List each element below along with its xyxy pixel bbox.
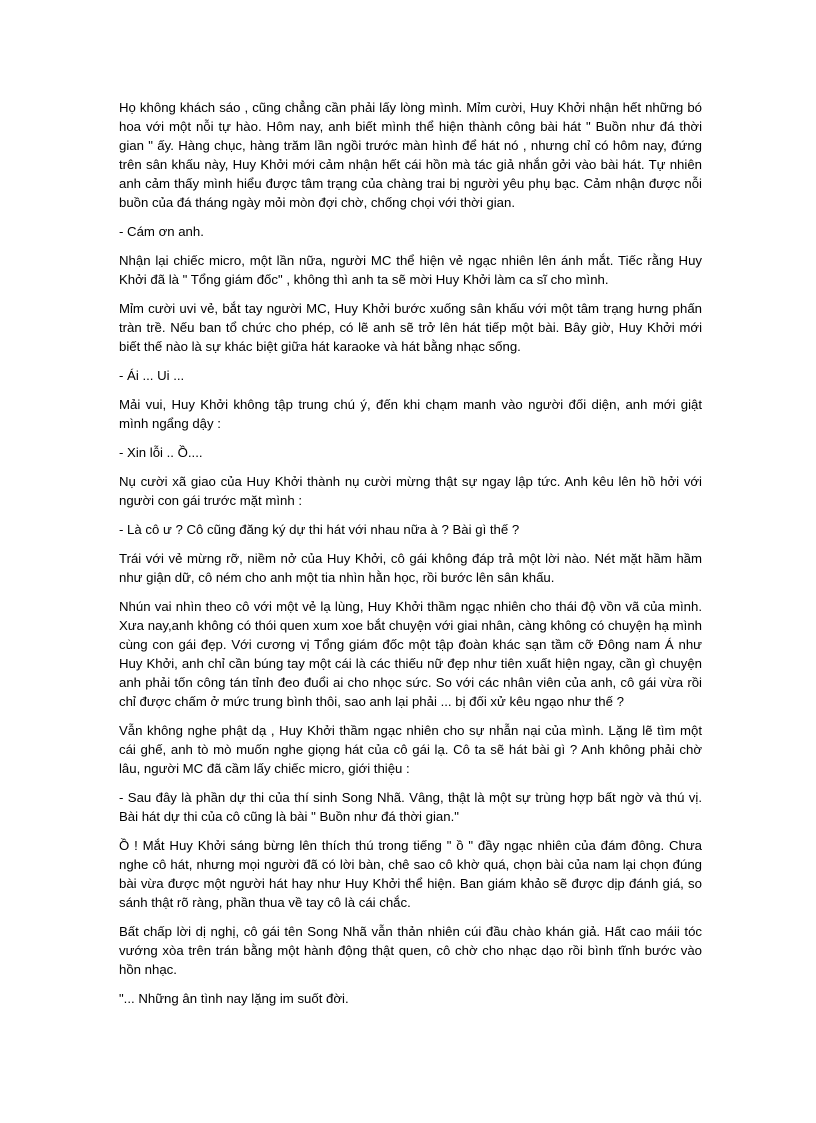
document-page <box>119 98 702 1018</box>
paragraph: Nụ cười xã giao của Huy Khởi thành nụ cười mừng thật sự ngay lập tức. Anh kêu lên hồ hởi với người con gái trước mặt mình : <box>119 474 702 508</box>
paragraph: - Cám ơn anh. <box>119 224 204 239</box>
paragraph: Vẫn không nghe phật dạ , Huy Khởi thầm ngạc nhiên cho sự nhẫn nại của mình. Lặng lẽ tìm một cái ghế, anh tò mò muốn nghe giọng hát của cô gái lạ. Cô ta sẽ hát bài gì ? Anh không phải chờ lâu, người MC đã cầm lấy chiếc micro, giới thiệu : <box>119 723 702 776</box>
paragraph: Nhận lại chiếc micro, một lần nữa, người MC thể hiện vẻ ngạc nhiên lên ánh mắt. Tiếc rằng Huy Khởi đã là " Tổng giám đốc" , không thì anh ta sẽ mời Huy Khởi làm ca sĩ cho mình. <box>119 253 702 287</box>
paragraph: - Xin lỗi .. Ồ.... <box>119 445 203 460</box>
paragraph: Nhún vai nhìn theo cô với một vẻ lạ lùng, Huy Khởi thầm ngạc nhiên cho thái độ vồn vã của mình. Xưa nay,anh không có thói quen xum xoe bắt chuyện với giai nhân, càng không có chuyện hạ mình cùng con gái đẹp. Với cương vị Tổng giám đốc một tập đoàn khác sạn tầm cỡ Đông nam Á như Huy Khởi, anh chỉ cần búng tay một cái là các thiếu nữ đẹp như tiên xuất hiện ngay, cần gì chuyện anh phải tốn công tán tỉnh đeo đuổi ai cho nhọc sức. So với các nhân viên của anh, cô gái vừa rồi chỉ được chấm ở mức trung bình thôi, sao anh lại phải ... bị đối xử kêu ngạo như thế ? <box>119 599 702 709</box>
paragraph: Bất chấp lời dị nghị, cô gái tên Song Nhã vẫn thản nhiên cúi đầu chào khán giả. Hất cao máii tóc vướng xòa trên trán bằng một hành động thật quen, cô chờ cho nhạc dạo rồi bình tĩnh bước vào hồn nhạc. <box>119 924 702 977</box>
paragraph: Họ không khách sáo , cũng chẳng cần phải lấy lòng mình. Mỉm cười, Huy Khởi nhận hết những bó hoa với một nỗi tự hào. Hôm nay, anh biết mình thể hiện thành công bài hát " Buồn như đá thời gian " ấy. Hàng chục, hàng trăm lần ngồi trước màn hình để hát nó , nhưng chỉ có hôm nay, đứng trên sân khấu này, Huy Khởi mới cảm nhận hết cái hồn mà tác giả nhắn gởi vào bài hát. Tự nhiên anh cảm thấy mình hiểu được tâm trạng của chàng trai bị người yêu phụ bạc. Cảm nhận được nỗi buồn của đá tháng ngày mỏi mòn đợi chờ, chống chọi với thời gian. <box>119 100 702 210</box>
paragraph: Trái với vẻ mừng rỡ, niềm nở của Huy Khởi, cô gái không đáp trả một lời nào. Nét mặt hầm hầm như giận dữ, cô ném cho anh một tia nhìn hằn học, rồi bước lên sân khấu. <box>119 551 702 585</box>
paragraph: - Sau đây là phần dự thi của thí sinh Song Nhã. Vâng, thật là một sự trùng hợp bất ngờ và thú vị. Bài hát dự thi của cô cũng là bài " Buồn như đá thời gian." <box>119 790 702 824</box>
paragraph: - Ái ... Ui ... <box>119 368 185 383</box>
paragraph: Mải vui, Huy Khởi không tập trung chú ý, đến khi chạm manh vào người đối diện, anh mới giật mình ngẩng dậy : <box>119 397 702 431</box>
paragraph: "... Những ân tình nay lặng im suốt đời. <box>119 991 349 1006</box>
paragraph: - Là cô ư ? Cô cũng đăng ký dự thi hát với nhau nữa à ? Bài gì thế ? <box>119 522 520 537</box>
paragraph: Ồ ! Mắt Huy Khởi sáng bừng lên thích thú trong tiếng " ồ " đầy ngạc nhiên của đám đông. Chưa nghe cô hát, nhưng mọi người đã có lời bàn, chê sao cô khờ quá, chọn bài của nam lại chọn đúng bài vừa được một người hát hay như Huy Khởi thể hiện. Ban giám khảo sẽ được dịp đánh giá, so sánh thật rõ ràng, phần thua về tay cô là cái chắc. <box>119 838 702 910</box>
paragraph: Mỉm cười uvi vẻ, bắt tay người MC, Huy Khởi bước xuống sân khấu với một tâm trạng hưng phấn tràn trề. Nếu ban tổ chức cho phép, có lẽ anh sẽ trở lên hát tiếp một bài. Bây giờ, Huy Khởi mới biết thế nào là sự khác biệt giữa hát karaoke và hát bằng nhạc sống. <box>119 301 702 354</box>
